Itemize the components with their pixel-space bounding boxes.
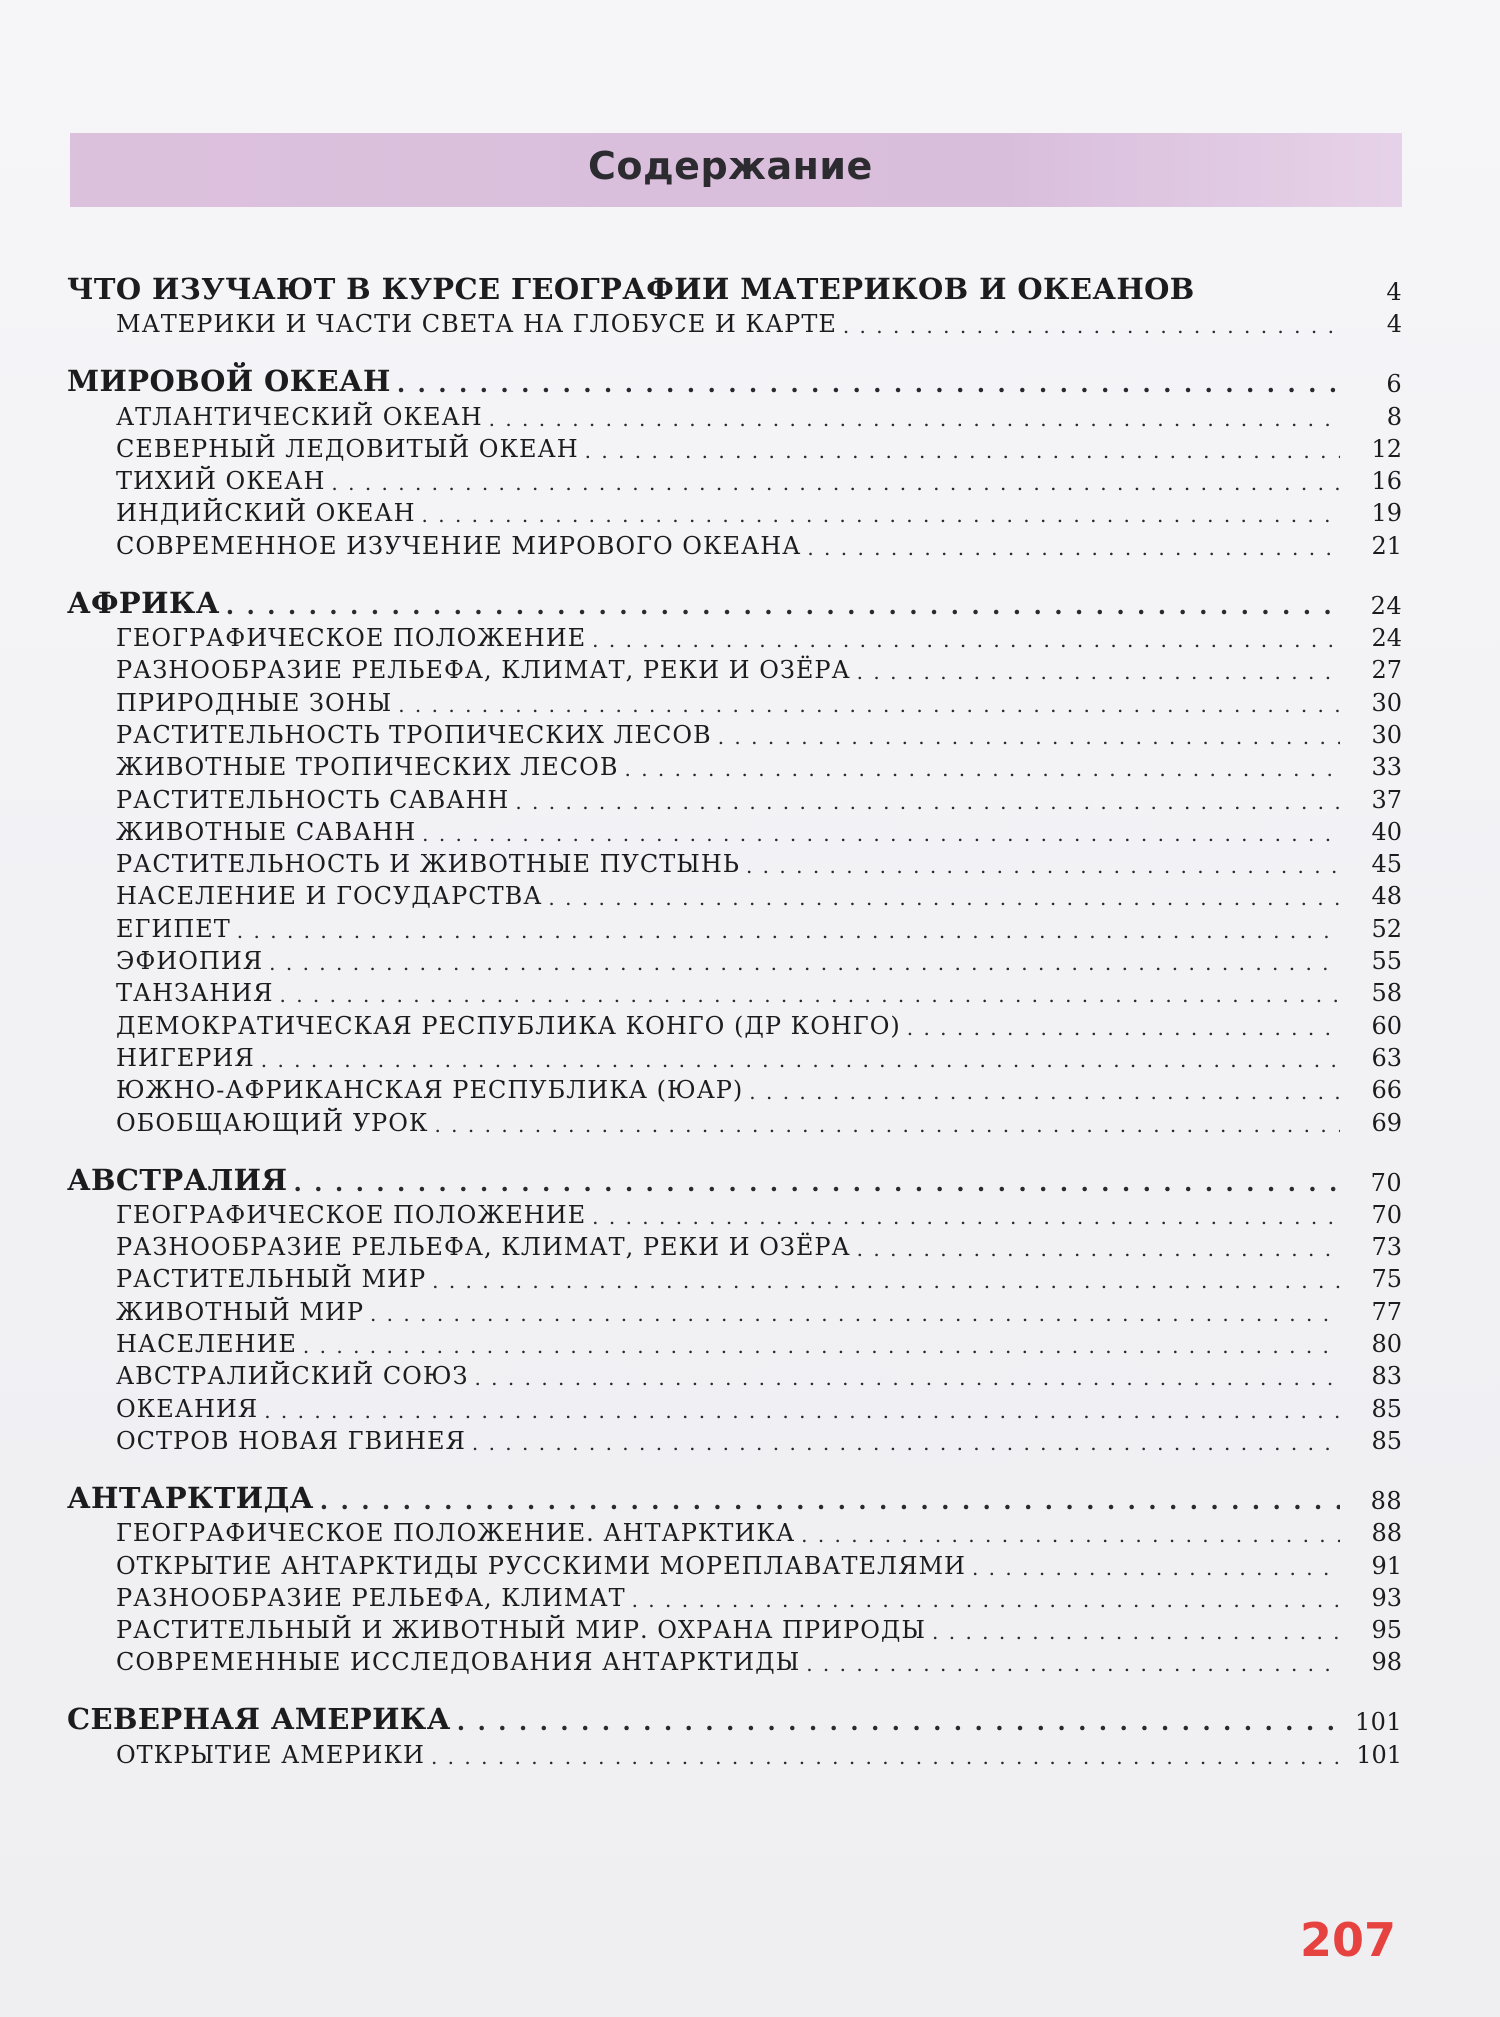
toc-section <box>67 1688 1402 1780</box>
toc-item-title: РАСТИТЕЛЬНОСТЬ САВАНН <box>116 785 510 814</box>
toc-item-title: ПРИРОДНЫЕ ЗОНЫ <box>116 688 393 717</box>
toc-item-title: СОВРЕМЕННОЕ ИЗУЧЕНИЕ МИРОВОГО ОКЕАНА <box>116 531 802 560</box>
toc-section <box>67 572 1402 1149</box>
toc-item-title: ТАНЗАНИЯ <box>116 979 274 1008</box>
toc-item[interactable] <box>116 1072 1402 1104</box>
toc-item[interactable] <box>116 652 1402 684</box>
toc-item-title: ЕГИПЕТ <box>116 914 231 943</box>
dot-leader <box>806 1652 1340 1676</box>
dot-leader <box>632 1588 1340 1612</box>
dot-leader <box>370 1302 1340 1326</box>
toc-item[interactable] <box>116 620 1402 652</box>
toc-item-list <box>67 1736 1402 1780</box>
toc-item[interactable] <box>116 1612 1402 1644</box>
dot-leader <box>261 1048 1340 1072</box>
toc-item-page-number: 19 <box>1371 499 1402 528</box>
toc-item[interactable] <box>116 1358 1402 1390</box>
section-title: АНТАРКТИДА <box>67 1480 314 1515</box>
dot-leader <box>843 314 1340 338</box>
toc-item[interactable] <box>116 431 1402 463</box>
toc-item[interactable] <box>116 781 1402 813</box>
toc-item-title: НИГЕРИЯ <box>116 1043 255 1072</box>
toc-item-title: РАСТИТЕЛЬНЫЙ И ЖИВОТНЫЙ МИР. ОХРАНА ПРИРОДЫ <box>116 1616 927 1645</box>
dot-leader <box>422 822 1340 846</box>
toc-item-title: РАЗНООБРАЗИЕ РЕЛЬЕФА, КЛИМАТ <box>116 1583 626 1612</box>
toc-item[interactable] <box>116 717 1402 749</box>
toc-section-heading[interactable] <box>67 572 1402 620</box>
toc-item[interactable] <box>116 1736 1402 1768</box>
toc-item-title: ЮЖНО-АФРИКАНСКАЯ РЕСПУБЛИКА (ЮАР) <box>116 1076 744 1105</box>
toc-item[interactable] <box>116 1390 1402 1422</box>
toc-section <box>67 258 1402 350</box>
toc-item[interactable] <box>116 398 1402 430</box>
toc-item-page-number: 8 <box>1386 402 1402 431</box>
toc-item[interactable] <box>116 1423 1402 1455</box>
toc-item[interactable] <box>116 910 1402 942</box>
toc-item-title: НАСЕЛЕНИЕ <box>116 1330 297 1359</box>
section-page-number: 6 <box>1386 370 1402 399</box>
toc-item-page-number: 83 <box>1371 1362 1402 1391</box>
dot-leader <box>397 369 1340 398</box>
toc-item-page-number: 16 <box>1371 467 1402 496</box>
toc-item[interactable] <box>116 878 1402 910</box>
dot-leader <box>548 886 1340 910</box>
toc-item[interactable] <box>116 1007 1402 1039</box>
dot-leader <box>237 919 1340 943</box>
toc-item[interactable] <box>116 527 1402 559</box>
toc-item-title: ГЕОГРАФИЧЕСКОЕ ПОЛОЖЕНИЕ <box>116 1200 587 1229</box>
toc-item-page-number: 77 <box>1371 1297 1402 1326</box>
dot-leader <box>434 1113 1340 1137</box>
toc-item-title: ТИХИЙ ОКЕАН <box>116 467 326 496</box>
toc-item-title: МАТЕРИКИ И ЧАСТИ СВЕТА НА ГЛОБУСЕ И КАРТЕ <box>116 310 837 339</box>
toc-item-page-number: 63 <box>1371 1043 1402 1072</box>
toc-item-title: РАСТИТЕЛЬНОСТЬ ТРОПИЧЕСКИХ ЛЕСОВ <box>116 720 712 749</box>
toc-item-page-number: 85 <box>1371 1426 1402 1455</box>
toc-item-page-number: 88 <box>1371 1519 1402 1548</box>
dot-leader <box>807 536 1340 560</box>
dot-leader <box>624 757 1340 781</box>
toc-item-list <box>67 1515 1402 1688</box>
page-number: 207 <box>1300 1913 1397 1967</box>
toc-item[interactable] <box>116 463 1402 495</box>
section-page-number: 88 <box>1370 1486 1402 1515</box>
toc-item-title: ОТКРЫТИЕ АНТАРКТИДЫ РУССКИМИ МОРЕПЛАВАТЕЛЯМИ <box>116 1551 966 1580</box>
toc-item-page-number: 80 <box>1371 1330 1402 1359</box>
toc-item[interactable] <box>116 1104 1402 1136</box>
dot-leader <box>269 951 1340 975</box>
toc-item-title: ЖИВОТНЫЙ МИР <box>116 1297 364 1326</box>
toc-item-list <box>67 306 1402 350</box>
toc-item-title: ИНДИЙСКИЙ ОКЕАН <box>116 499 416 528</box>
toc-item-page-number: 24 <box>1371 624 1402 653</box>
toc-section-heading[interactable] <box>67 1149 1402 1197</box>
dot-leader <box>279 983 1340 1007</box>
section-title: СЕВЕРНАЯ АМЕРИКА <box>67 1702 451 1737</box>
toc-item-title: ОКЕАНИЯ <box>116 1394 259 1423</box>
dot-leader <box>907 1016 1340 1040</box>
toc-item-title: ГЕОГРАФИЧЕСКОЕ ПОЛОЖЕНИЕ. АНТАРКТИКА <box>116 1519 796 1548</box>
toc-item[interactable] <box>116 495 1402 527</box>
dot-leader <box>422 503 1340 527</box>
toc-item-title: ОБОБЩАЮЩИЙ УРОК <box>116 1108 429 1137</box>
toc-section <box>67 350 1402 571</box>
toc-item-page-number: 33 <box>1371 753 1402 782</box>
title-band <box>70 133 1402 207</box>
dot-leader <box>857 660 1340 684</box>
toc-item-page-number: 45 <box>1371 850 1402 879</box>
dot-leader <box>474 1366 1340 1390</box>
toc-item[interactable] <box>116 1293 1402 1325</box>
toc-item-list <box>67 1197 1402 1467</box>
dot-leader <box>264 1399 1340 1423</box>
dot-leader <box>303 1334 1340 1358</box>
toc-item-page-number: 91 <box>1371 1551 1402 1580</box>
toc-section <box>67 1467 1402 1688</box>
dot-leader <box>398 693 1340 717</box>
toc-section-heading[interactable] <box>67 1688 1402 1736</box>
toc-item[interactable] <box>116 749 1402 781</box>
section-page-number: 70 <box>1370 1168 1402 1197</box>
toc-item[interactable] <box>116 1040 1402 1072</box>
toc-item[interactable] <box>116 1644 1402 1676</box>
toc-item-page-number: 40 <box>1371 817 1402 846</box>
toc-item-title: РАЗНООБРАЗИЕ РЕЛЬЕФА, КЛИМАТ, РЕКИ И ОЗЁРА <box>116 1233 851 1262</box>
dot-leader <box>592 1205 1340 1229</box>
dot-leader <box>331 471 1340 495</box>
section-page-number: 4 <box>1386 278 1402 306</box>
dot-leader <box>515 790 1340 814</box>
toc-item-page-number: 66 <box>1371 1076 1402 1105</box>
toc-item-page-number: 30 <box>1371 688 1402 717</box>
toc-item[interactable] <box>116 1326 1402 1358</box>
toc-item[interactable] <box>116 846 1402 878</box>
toc-item[interactable] <box>116 1229 1402 1261</box>
toc-item-page-number: 98 <box>1371 1648 1402 1677</box>
toc-item-page-number: 58 <box>1371 979 1402 1008</box>
toc-item-title: СОВРЕМЕННЫЕ ИССЛЕДОВАНИЯ АНТАРКТИДЫ <box>116 1648 801 1677</box>
toc-item-list <box>67 398 1402 571</box>
toc-item-page-number: 70 <box>1371 1200 1402 1229</box>
toc-item-title: ОТКРЫТИЕ АМЕРИКИ <box>116 1740 425 1769</box>
toc-item-title: РАСТИТЕЛЬНОСТЬ И ЖИВОТНЫЕ ПУСТЫНЬ <box>116 850 740 879</box>
toc-item[interactable] <box>116 1580 1402 1612</box>
toc-item-list <box>67 620 1402 1149</box>
toc-item-page-number: 93 <box>1371 1583 1402 1612</box>
dot-leader <box>746 854 1340 878</box>
section-title: МИРОВОЙ ОКЕАН <box>67 364 391 399</box>
dot-leader <box>749 1080 1340 1104</box>
section-page-number: 24 <box>1370 591 1402 620</box>
toc-item[interactable] <box>116 1515 1402 1547</box>
section-title: АФРИКА <box>67 585 220 620</box>
toc-item-title: ДЕМОКРАТИЧЕСКАЯ РЕСПУБЛИКА КОНГО (ДР КОНГО) <box>116 1011 901 1040</box>
dot-leader <box>972 1556 1340 1580</box>
toc-item-page-number: 30 <box>1371 720 1402 749</box>
dot-leader <box>293 1168 1340 1197</box>
toc-item-title: СЕВЕРНЫЙ ЛЕДОВИТЫЙ ОКЕАН <box>116 434 579 463</box>
dot-leader <box>585 439 1340 463</box>
toc-item-title: ГЕОГРАФИЧЕСКОЕ ПОЛОЖЕНИЕ <box>116 624 587 653</box>
toc-item-title: РАЗНООБРАЗИЕ РЕЛЬЕФА, КЛИМАТ, РЕКИ И ОЗЁРА <box>116 656 851 685</box>
toc-item-page-number: 69 <box>1371 1108 1402 1137</box>
toc-item-page-number: 21 <box>1371 531 1402 560</box>
toc-item-page-number: 73 <box>1371 1233 1402 1262</box>
toc-item[interactable] <box>116 1261 1402 1293</box>
dot-leader <box>857 1237 1340 1261</box>
toc-item-page-number: 101 <box>1356 1740 1402 1769</box>
table-of-contents <box>67 258 1402 1781</box>
toc-item-page-number: 55 <box>1371 947 1402 976</box>
toc-section-heading[interactable] <box>67 258 1402 306</box>
dot-leader <box>320 1486 1340 1515</box>
toc-item-title: ЭФИОПИЯ <box>116 947 264 976</box>
section-title: ЧТО ИЗУЧАЮТ В КУРСЕ ГЕОГРАФИИ МАТЕРИКОВ И ОКЕАНОВ <box>67 272 1195 306</box>
dot-leader <box>932 1620 1340 1644</box>
toc-item[interactable] <box>116 975 1402 1007</box>
toc-item-page-number: 85 <box>1371 1394 1402 1423</box>
toc-item-page-number: 60 <box>1371 1011 1402 1040</box>
toc-item-title: АВСТРАЛИЙСКИЙ СОЮЗ <box>116 1362 469 1391</box>
toc-item[interactable] <box>116 814 1402 846</box>
dot-leader <box>457 1707 1340 1736</box>
dot-leader <box>226 591 1340 620</box>
toc-item-page-number: 27 <box>1371 656 1402 685</box>
toc-item-page-number: 48 <box>1371 882 1402 911</box>
toc-item-title: ЖИВОТНЫЕ ТРОПИЧЕСКИХ ЛЕСОВ <box>116 753 619 782</box>
toc-item-title: НАСЕЛЕНИЕ И ГОСУДАРСТВА <box>116 882 543 911</box>
toc-item[interactable] <box>116 306 1402 338</box>
toc-item-page-number: 52 <box>1371 914 1402 943</box>
dot-leader <box>801 1523 1340 1547</box>
dot-leader <box>431 1745 1340 1769</box>
dot-leader <box>718 725 1340 749</box>
toc-item-page-number: 12 <box>1371 434 1402 463</box>
toc-item-title: ЖИВОТНЫЕ САВАНН <box>116 817 417 846</box>
dot-leader <box>592 628 1340 652</box>
toc-item-title: ОСТРОВ НОВАЯ ГВИНЕЯ <box>116 1426 466 1455</box>
toc-item-page-number: 95 <box>1371 1616 1402 1645</box>
toc-item-page-number: 4 <box>1386 310 1402 339</box>
toc-item[interactable] <box>116 684 1402 716</box>
section-title: АВСТРАЛИЯ <box>67 1162 288 1197</box>
page-title: Содержание <box>588 144 873 188</box>
toc-item-title: РАСТИТЕЛЬНЫЙ МИР <box>116 1265 427 1294</box>
toc-section-heading[interactable] <box>67 1467 1402 1515</box>
toc-section-heading[interactable] <box>67 350 1402 398</box>
toc-item[interactable] <box>116 943 1402 975</box>
section-page-number: 101 <box>1354 1708 1402 1737</box>
dot-leader <box>472 1431 1340 1455</box>
dot-leader <box>432 1269 1340 1293</box>
toc-item-page-number: 75 <box>1371 1265 1402 1294</box>
toc-item[interactable] <box>116 1197 1402 1229</box>
dot-leader <box>489 407 1340 431</box>
toc-item[interactable] <box>116 1547 1402 1579</box>
toc-item-page-number: 37 <box>1371 785 1402 814</box>
toc-section <box>67 1149 1402 1467</box>
toc-item-title: АТЛАНТИЧЕСКИЙ ОКЕАН <box>116 402 483 431</box>
